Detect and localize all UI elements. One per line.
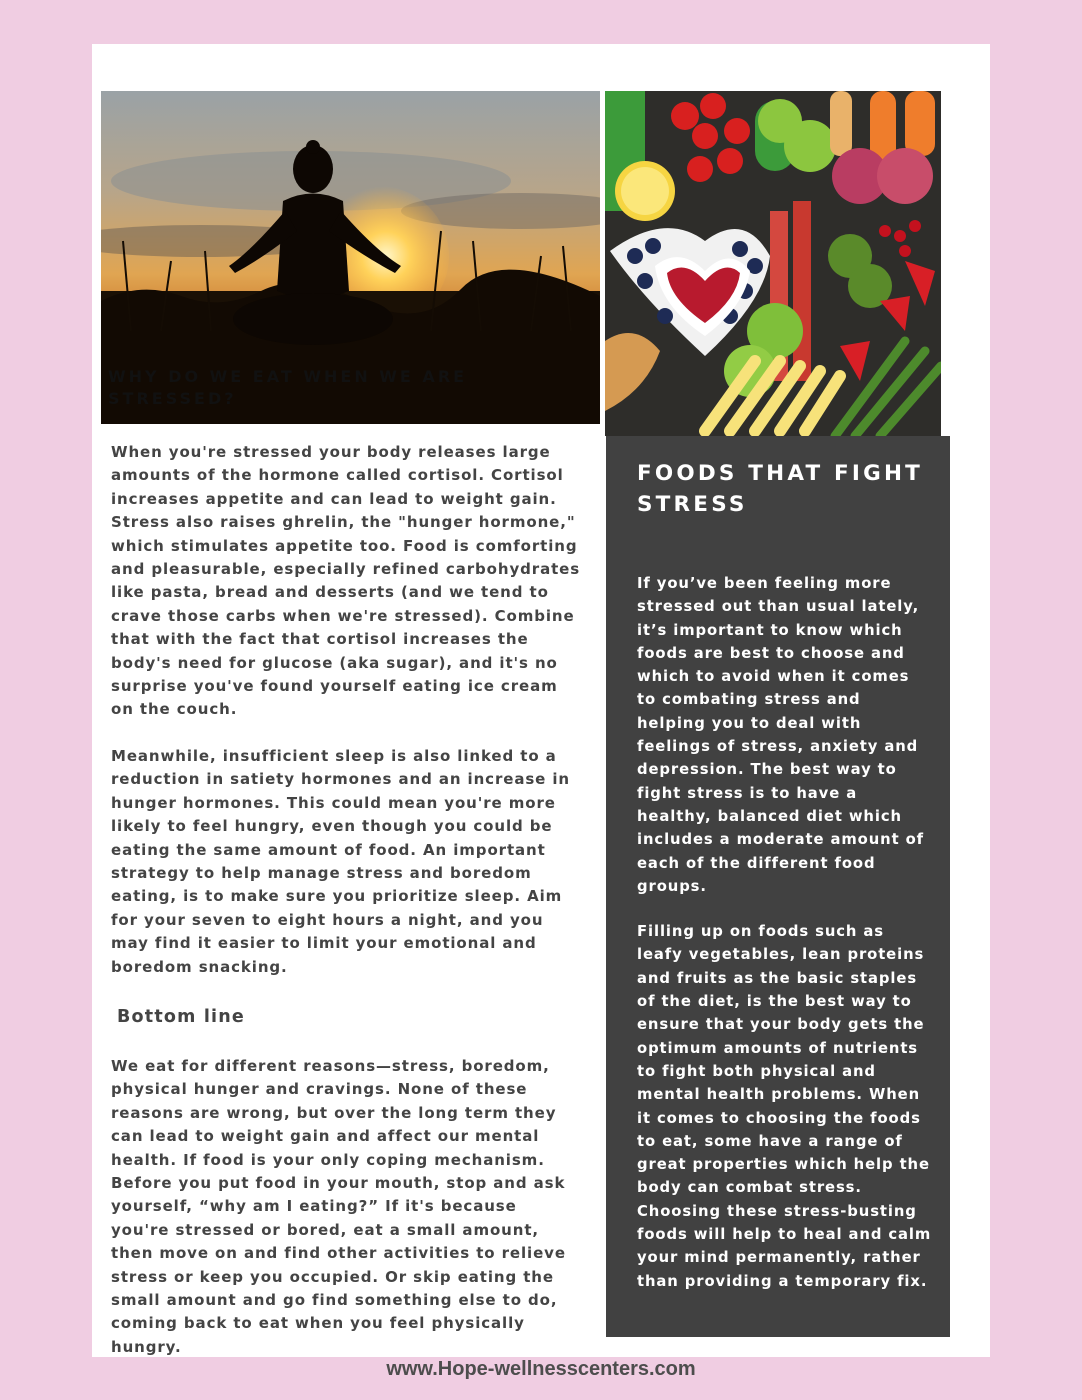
article-paragraph-cortisol: When you're stressed your body releases large amounts of the hormone called cortisol. Cortisol increases appetite and can lead to weight gain. Stress also raises ghrelin, the "hunger hormone," which stimulates appetite too. Food is comforting and pleasurable, especially refined carbohydrates like pasta, bread and desserts (and we tend to crave those carbs when we're stressed). Combine that with the fact that cortisol increases the body's need for glucose (aka sugar), and it's no surprise you've found yourself eating ice cream on the couch. [111, 443, 581, 719]
healthy-foods-photo [605, 91, 941, 436]
sidebar-body [637, 572, 932, 1293]
article-paragraph-sleep: Meanwhile, insufficient sleep is also linked to a reduction in satiety hormones and an increase in hunger hormones. This could mean you're more likely to feel hungry, even though you could be eating the same amount of food. An important strategy to help manage stress and boredom eating, is to make sure you prioritize sleep. Aim for your seven to eight hours a night, and you may find it easier to limit your emotional and boredom snacking. [111, 746, 570, 976]
sidebar-title: FOODS THAT FIGHT STRESS [637, 461, 924, 517]
article-column [111, 441, 581, 1359]
article-paragraph-bottom-line: We eat for different reasons—stress, boredom, physical hunger and cravings. None of these reasons are wrong, but over the long term they can lead to weight gain and affect our mental health. If food is your only coping mechanism. Before you put food in your mouth, stop and ask yourself, “why am I eating?” If it's because you're stressed or bored, eat a small amount, then move on and find other activities to relieve stress or keep you occupied. Or skip eating the small amount and go find something else to do, coming back to eat when you feel physically hungry. [111, 1056, 566, 1356]
footer-website-url: www.Hope-wellnesscenters.com [386, 1358, 696, 1380]
sidebar-paragraph-intro: If you’ve been feeling more stressed out than usual lately, it’s important to know which foods are best to choose and which to avoid when it comes to combating stress and helping you to deal with feelings of stress, anxiety and depression. The best way to fight stress is to have a healthy, balanced diet which includes a moderate amount of each of the different food groups. [637, 575, 925, 895]
sidebar-paragraph-foods: Filling up on foods such as leafy vegetables, lean proteins and fruits as the basic staples of the diet, is the best way to ensure that your body gets the optimum amounts of nutrients to fight both physical and mental health problems. When it comes to choosing the foods to eat, some have a range of great properties which help the body can combat stress. Choosing these stress-busting foods will help to heal and calm your mind permanently, rather than providing a temporary fix. [637, 923, 932, 1290]
bottom-line-heading: Bottom line [117, 1006, 245, 1027]
hero-title: WHY DO WE EAT WHEN WE ARE STRESSED? [108, 367, 468, 408]
foods-sidebar [606, 436, 950, 1337]
